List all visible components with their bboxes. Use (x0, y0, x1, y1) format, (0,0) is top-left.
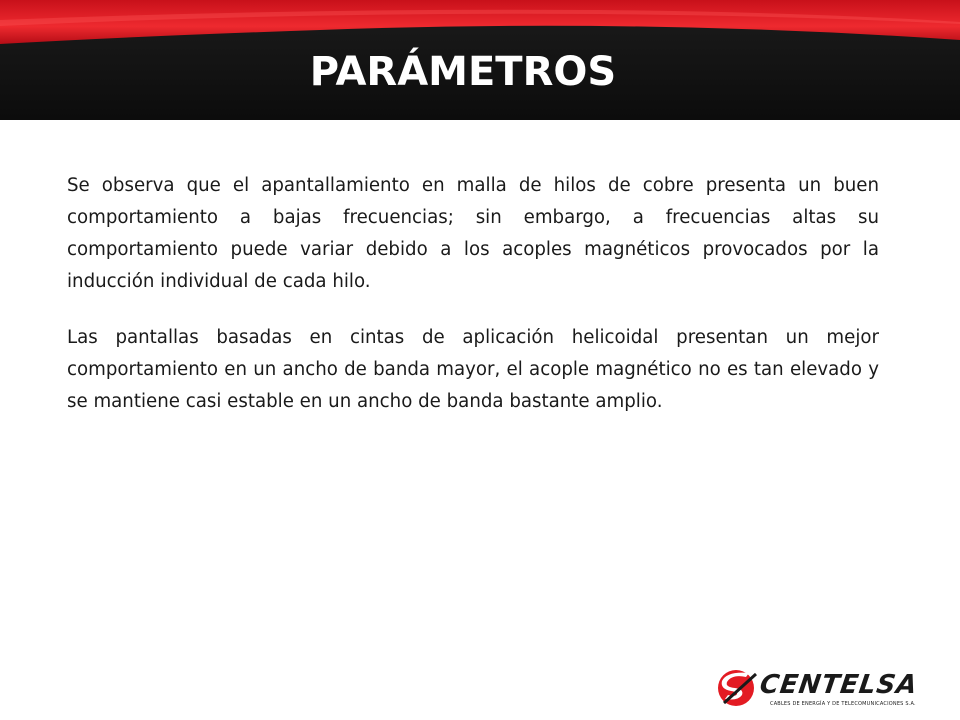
paragraph-1: Se observa que el apantallamiento en malla de hilos de cobre presenta un buen comportamiento a bajas frecuencias; sin embargo, a frecuencias altas su comportamiento puede variar debido a los acoples magnéticos provocados por la inducción individual de cada hilo. (67, 175, 879, 292)
page-title: PARÁMETROS (309, 49, 617, 95)
logo-tagline: CABLES DE ENERGÍA Y DE TELECOMUNICACIONES S.A. (770, 701, 916, 707)
company-logo (716, 668, 920, 712)
logo-wordmark: CENTELSA (757, 670, 920, 700)
paragraph-2: Las pantallas basadas en cintas de aplicación helicoidal presentan un mejor comportamiento en un ancho de banda mayor, el acople magnético no es tan elevado y se mantiene casi estable en un ancho de banda bastante amplio. (67, 327, 879, 412)
logo-s-icon (716, 668, 762, 708)
slide-body (67, 170, 879, 442)
slide-header (0, 0, 960, 120)
